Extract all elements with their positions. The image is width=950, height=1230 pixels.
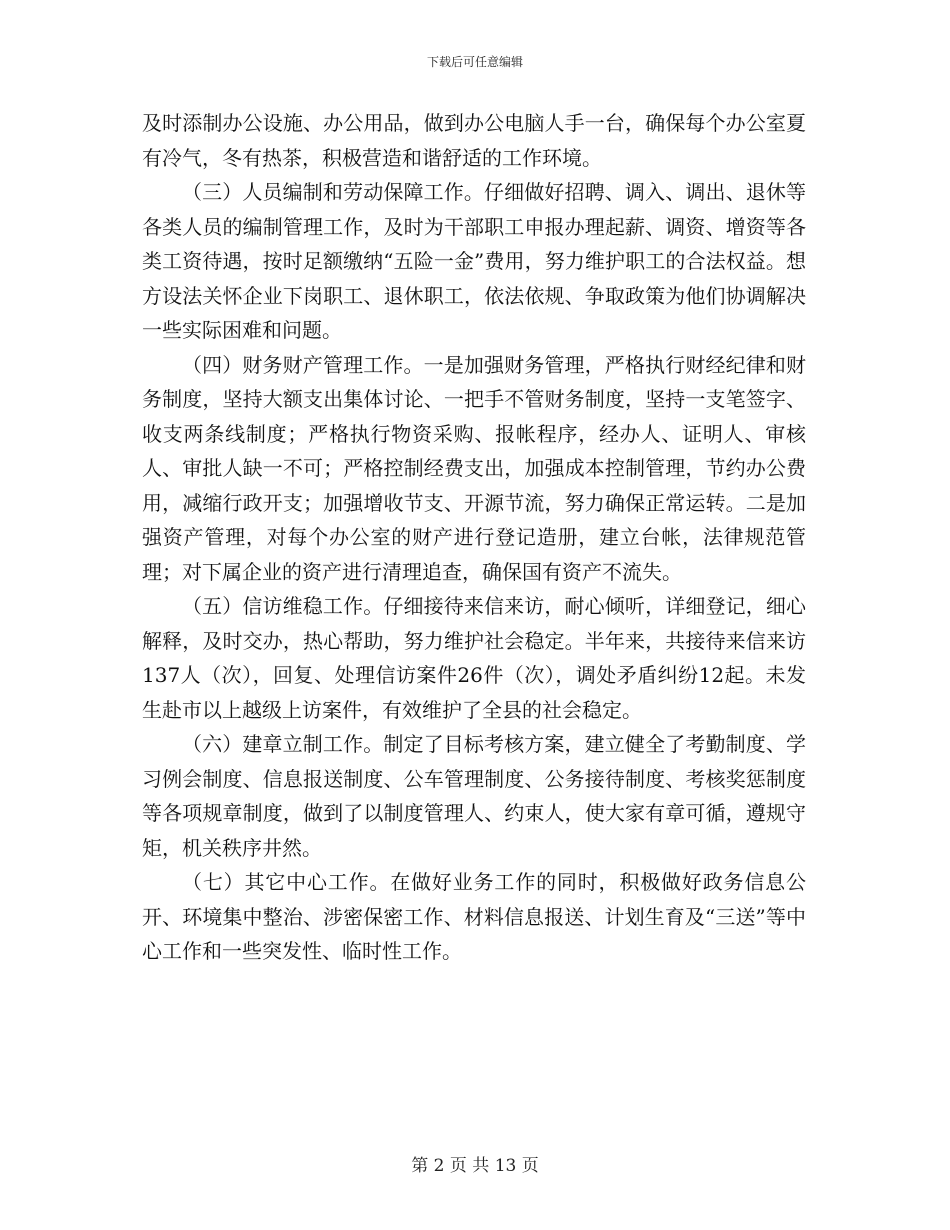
paragraph-office-environment: 及时添制办公设施、办公用品，做到办公电脑人手一台，确保每个办公室夏有冷气，冬有热茶，积极营造和谐舒适的工作环境。: [142, 111, 806, 170]
paragraph-staffing-labor: （三）人员编制和劳动保障工作。仔细做好招聘、调入、调出、退休等各类人员的编制管理工作，及时为干部职工申报办理起薪、调资、增资等各类工资待遇，按时足额缴纳“五险一金”费用，努力维护职工的合法权益。想方设法关怀企业下岗职工、退休职工，依法依规、争取政策为他们协调解决一些实际困难和问题。: [142, 180, 806, 342]
paragraph-petition-stability: （五）信访维稳工作。仔细接待来信来访，耐心倾听，详细登记，细心解释，及时交办，热心帮助，努力维护社会稳定。半年来，共接待来信来访137人（次），回复、处理信访案件26件（次），调处矛盾纠纷12起。未发生赴市以上越级上访案件，有效维护了全县的社会稳定。: [142, 594, 806, 722]
page-footer: 第 2 页 共 13 页: [411, 1156, 539, 1176]
paragraph-other-central-work: （七）其它中心工作。在做好业务工作的同时，积极做好政务信息公开、环境集中整治、涉密保密工作、材料信息报送、计划生育及“三送”等中心工作和一些突发性、临时性工作。: [142, 870, 806, 963]
paragraph-finance-assets: （四）财务财产管理工作。一是加强财务管理，严格执行财经纪律和财务制度，坚持大额支出集体讨论、一把手不管财务制度，坚持一支笔签字、收支两条线制度；严格执行物资采购、报帐程序，经办人、证明人、审核人、审批人缺一不可；严格控制经费支出，加强成本控制管理，节约办公费用，减缩行政开支；加强增收节支、开源节流，努力确保正常运转。二是加强资产管理，对每个办公室的财产进行登记造册，建立台帐，法律规范管理；对下属企业的资产进行清理追查，确保国有资产不流失。: [142, 352, 806, 584]
document-body: [142, 106, 806, 969]
page-header: 下载后可任意编辑: [426, 55, 523, 69]
paragraph-rules-regulations: （六）建章立制工作。制定了目标考核方案，建立健全了考勤制度、学习例会制度、信息报送制度、公车管理制度、公务接待制度、考核奖惩制度等各项规章制度，做到了以制度管理人、约束人，使大家有章可循，遵规守矩，机关秩序井然。: [142, 732, 806, 860]
